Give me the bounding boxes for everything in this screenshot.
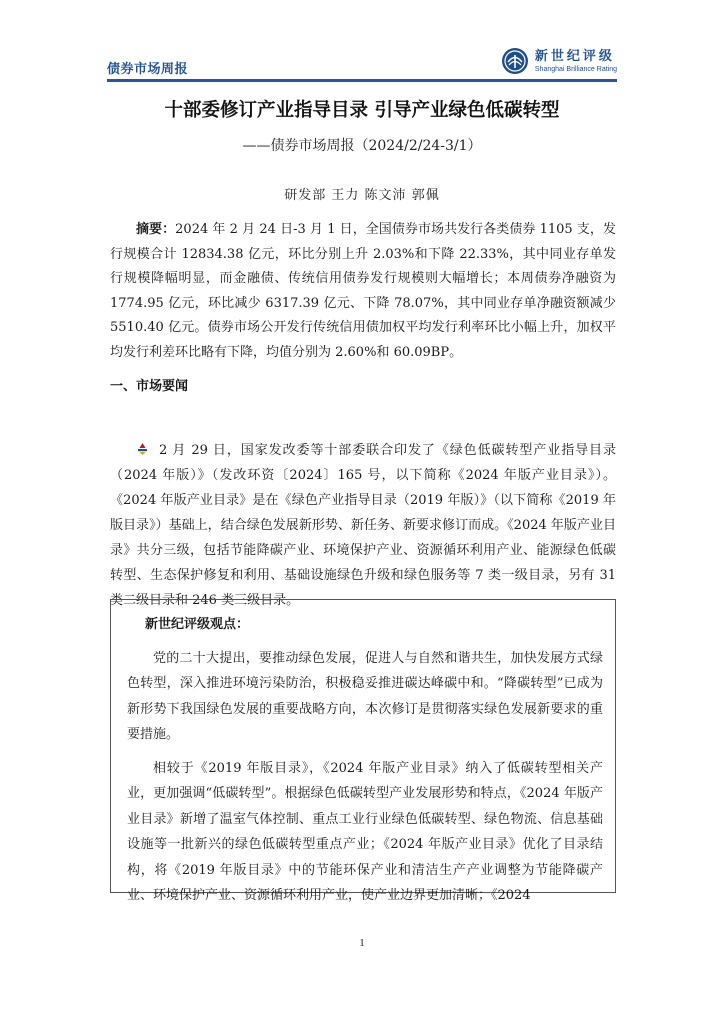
- viewpoint-paragraph: 党的二十大提出，要推动绿色发展，促进人与自然和谐共生，加快发展方式绿色转型，深入推进环境污染防治，积极稳妥推进碳达峰碳中和。“降碳转型”已成为新形势下我国绿色发展的重要战略方向，本次修订是贯彻落实绿色发展新要求的重要措施。: [127, 650, 603, 742]
- viewpoint-box: [110, 599, 616, 903]
- author-line: 研发部 王力 陈文沛 郭佩: [284, 188, 440, 203]
- header-divider: [107, 79, 617, 82]
- abstract-text: 2024 年 2 月 24 日-3 月 1 日，全国债券市场共发行各类债券 1105 支，发行规模合计 12834.38 亿元，环比分别上升 2.03%和下降 22.33%，其中同业存单发行规模降幅明显，而金融债、传统信用债券发行规模则大幅增长；本周债券净融资为 1774.95 亿元，环比减少 6317.39 亿元、下降 78.07%，其中同业存单净融资额减少 5510.40 亿元。债券市场公开发行传统信用债加权平均发行利率环比小幅上升，加权平均发行利差环比略有下降，均值分别为 2.60%和 60.09BP。: [110, 222, 616, 360]
- page-header: [107, 44, 617, 82]
- viewpoint-heading: 新世纪评级观点：: [145, 617, 250, 632]
- abstract-label: 摘要：: [136, 222, 176, 237]
- document-subtitle: ——债券市场周报（2024/2/24-3/1）: [242, 138, 482, 154]
- section-heading-market-news: 一、市场要闻: [110, 379, 189, 394]
- news-paragraph-text: 2 月 29 日，国家发改委等十部委联合印发了《绿色低碳转型产业指导目录（2024 年版）》（发改环资〔2024〕165 号，以下简称《2024 年版产业目录》）。《2024 年版产业目录》是在《绿色产业指导目录（2019 年版）》（以下简称《2019 年版目录》）基础上，结合绿色发展新形势、新任务、新要求修订而成。《2024 年版产业目录》共分三级，包括节能降碳产业、环境保护产业、资源循环利用产业、能源绿色低碳转型、生态保护修复和利用、基础设施绿色升级和绿色服务等 7 类一级目录，另有 31 类二级目录和 246 类三级目录。: [110, 443, 616, 608]
- abstract: [110, 218, 616, 365]
- logo-chinese-name: 新世纪评级: [534, 48, 615, 64]
- brand-logo-icon: [501, 47, 529, 75]
- report-series-label: 债券市场周报: [107, 62, 189, 77]
- logo-english-name: Shanghai Brilliance Rating: [534, 65, 617, 73]
- bullet-marker-icon: [136, 442, 149, 456]
- document-title: 十部委修订产业指导目录 引导产业绿色低碳转型: [164, 100, 560, 121]
- news-paragraph: [110, 438, 616, 613]
- brand-logo: [501, 44, 617, 78]
- page-number: 1: [359, 937, 365, 949]
- viewpoint-paragraph: 相较于《2019 年版目录》，《2024 年版产业目录》纳入了低碳转型相关产业，更加强调“低碳转型”。根据绿色低碳转型产业发展形势和特点，《2024 年版产业目录》新增了温室气体控制、重点工业行业绿色低碳转型、绿色物流、信息基础设施等一批新兴的绿色低碳转型重点产业；《2024 年版产业目录》优化了目录结构，将《2019 年版目录》中的节能环保产业和清洁生产产业调整为节能降碳产业、环境保护产业、资源循环利用产业，使产业边界更加清晰；《2024: [127, 760, 603, 903]
